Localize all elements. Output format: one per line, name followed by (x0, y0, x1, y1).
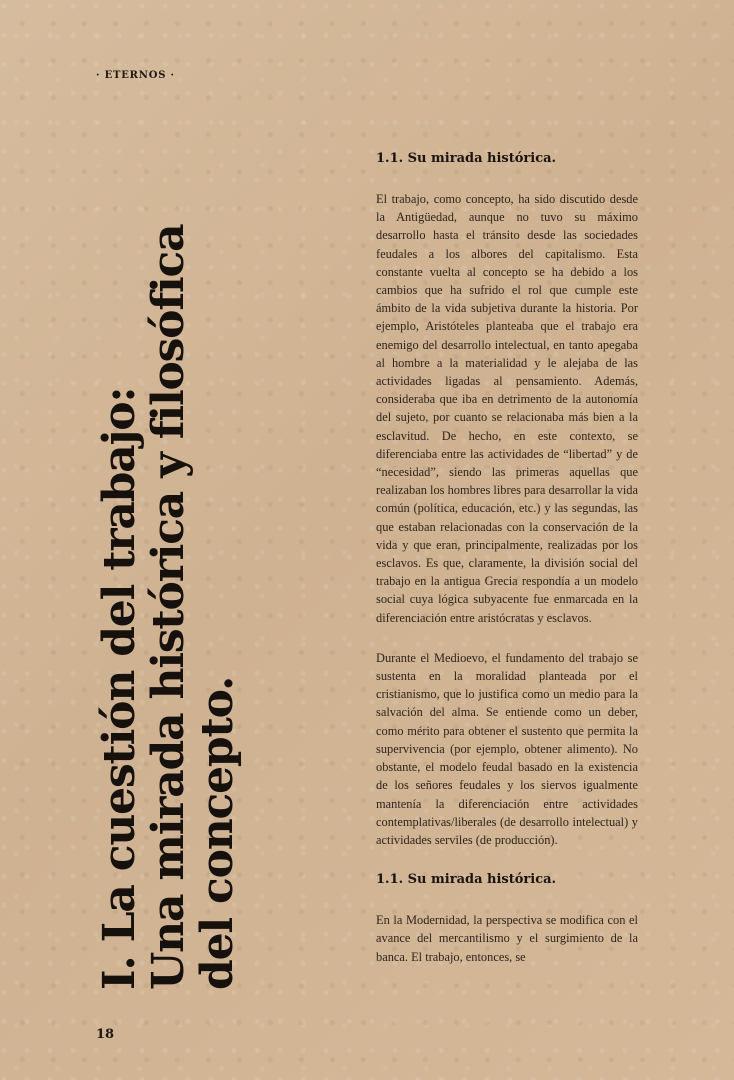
chapter-title (94, 224, 243, 990)
paragraph-antiquity: El trabajo, como concepto, ha sido discutido desde la Antigüedad, aunque no tuvo su máximo desarrollo hasta el tránsito desde las sociedades feudales a los albores del capitalismo. Esta constante vuelta al concepto se ha debido a los cambios que ha sufrido el rol que cumple este ámbito de la vida subjetiva durante la historia. Por ejemplo, Aristóteles planteaba que el trabajo era enemigo del desarrollo intelectual, en tanto apegaba al hombre a la materialidad y le alejaba de las actividades ligadas al pensamiento. Además, consideraba que iba en detrimento de la autonomía del sujeto, por cuanto se relacionaba más bien a la esclavitud. De hecho, en este contexto, se diferenciaba entre las actividades de “libertad” y de “necesidad”, siendo las primeras aquellas que realizaban los hombres libres para desarrollar la vida común (política, educación, etc.) y las segundas, las que estaban relacionadas con la conservación de la vida y que eran, principalmente, realizadas por los esclavos. Es que, claramente, la división social del trabajo en la antigua Grecia respondía a un modelo social cuya lógica subyacente fue enmarcada en la diferenciación entre aristócratas y esclavos. (376, 192, 638, 625)
chapter-title-line-3: del concepto. (192, 676, 243, 990)
paragraph-modernity: En la Modernidad, la perspectiva se modifica con el avance del mercantilismo y el surgimiento de la banca. El trabajo, entonces, se (376, 913, 638, 964)
subheading-historical-2: 1.1. Su mirada histórica. (376, 872, 557, 888)
section-label: · ETERNOS · (96, 70, 175, 81)
page-number: 18 (96, 1027, 115, 1042)
article-column (376, 150, 638, 966)
paragraph-middle-ages: Durante el Medioevo, el fundamento del trabajo se sustenta en la moralidad planteada por el cristianismo, que lo justifica como un medio para la salvación del alma. Se entiende como un deber, como mérito para obtener el sustento que permita la supervivencia (por ejemplo, obtener alimento). No obstante, el modelo feudal basado en la existencia de los señores feudales y los siervos igualmente mantenía la diferenciación entre actividades contemplativas/liberales (de desarrollo intelectual) y actividades serviles (de producción). (376, 650, 638, 847)
chapter-title-line-2: Una mirada histórica y filosófica (143, 224, 194, 990)
chapter-title-line-1: I. La cuestión del trabajo: (94, 387, 145, 990)
subheading-historical: 1.1. Su mirada histórica. (376, 151, 557, 166)
